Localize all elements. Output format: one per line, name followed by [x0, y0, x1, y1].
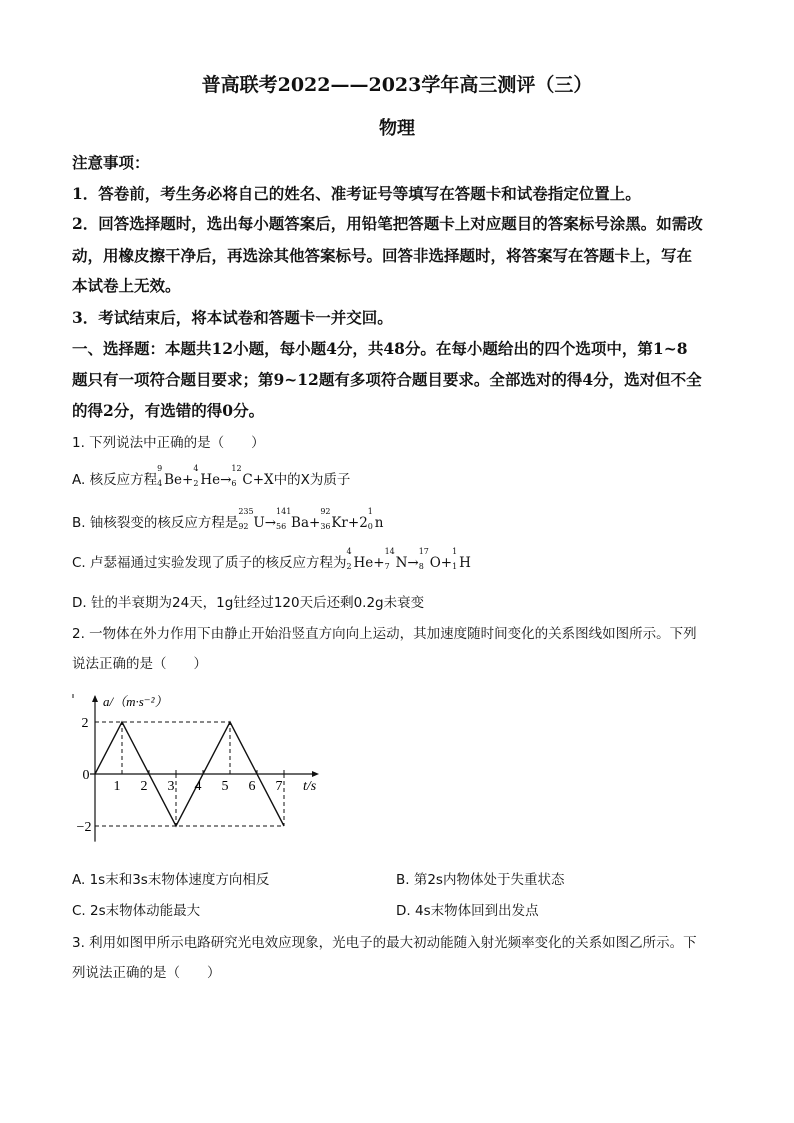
question-1-option-a: A. 核反应方程 9 4 Be+ 4 2 He→ 12 6 C+X中的X为质子: [72, 464, 351, 488]
x-tick-label: 7: [275, 779, 283, 794]
x-tick-label: 3: [167, 779, 175, 794]
y-tick-label: 2: [81, 716, 89, 731]
notice-item: 2．回答选择题时，选出每小题答案后，用铅笔把答题卡上对应题目的答案标号涂黑。如需改: [72, 214, 703, 233]
origin-label: 0: [82, 768, 90, 783]
section-instruction: 的得2分，有选错的得0分。: [72, 401, 265, 420]
page-title: 普高联考2022——2023学年高三测评（三）: [201, 74, 593, 96]
nuclide-u: 235 92 U: [238, 507, 265, 531]
subject-title: 物理: [379, 118, 415, 139]
question-2-option-b: B. 第2s内物体处于失重状态: [396, 872, 565, 888]
notice-item: 3．考试结束后，将本试卷和答题卡一并交回。: [72, 308, 393, 327]
nuclide-nitrogen: 14 7 N: [384, 547, 408, 571]
x-tick-label: 1: [113, 779, 121, 794]
nuclide-h: 1 1 H: [452, 547, 471, 571]
question-1-stem: 1. 下列说法中正确的是（ ）: [72, 435, 265, 451]
nuclide-ba: 141 56 Ba: [276, 507, 310, 531]
question-2-option-a: A. 1s末和3s末物体速度方向相反: [72, 872, 270, 888]
nuclide-be: 9 4 Be: [157, 464, 183, 488]
y-axis-arrow: [92, 695, 98, 702]
chart-labels: [77, 694, 317, 835]
notice-item: 动，用橡皮擦干净后，再选涂其他答案标号。回答非选择题时，将答案写在答题卡上，写在: [72, 246, 693, 265]
x-tick-label: 6: [248, 779, 256, 794]
nuclide-c: 12 6 C: [231, 464, 253, 488]
nuclide-he: 4 2 He: [346, 547, 374, 571]
nuclide-kr: 92 36 Kr: [320, 507, 348, 531]
question-2-option-c: C. 2s末物体动能最大: [72, 903, 201, 919]
question-3-stem: 3. 利用如图甲所示电路研究光电效应现象，光电子的最大初动能随入射光频率变化的关系如图乙所示。下: [72, 935, 697, 951]
notice-heading: 注意事项：: [72, 153, 150, 172]
question-2-stem: 说法正确的是（ ）: [72, 656, 207, 672]
question-1-option-d: D. 钍的半衰期为24天，1g钍经过120天后还剩0.2g未衰变: [72, 595, 425, 611]
section-instruction: 一、选择题：本题共12小题，每小题4分，共48分。在每小题给出的四个选项中，第1~8: [72, 339, 688, 358]
x-axis-label: t/s: [303, 779, 317, 794]
notice-item: 1．答卷前，考生务必将自己的姓名、准考证号等填写在答题卡和试卷指定位置上。: [72, 184, 641, 203]
x-tick-label: 5: [221, 779, 229, 794]
x-tick-label: 4: [194, 779, 202, 794]
y-tick-label: −2: [76, 820, 92, 835]
nuclide-o: 17 8 O: [418, 547, 441, 571]
question-1-option-b: B. 铀核裂变的核反应方程是 235 92 U→ 141 56 Ba+ 92 36 Kr+2 1 0 n: [72, 507, 384, 531]
acceleration-time-graph: [60, 680, 340, 850]
question-1-option-c: C. 卢瑟福通过实验发现了质子的核反应方程为 4 2 He+ 14 7 N→ 17 8 O+ 1 1 H: [72, 547, 471, 571]
nuclide-n: 1 0 n: [367, 507, 384, 531]
chart-axes: [73, 694, 319, 842]
x-tick-label: 2: [140, 779, 148, 794]
section-instruction: 题只有一项符合题目要求；第9~12题有多项符合题目要求。全部选对的得4分，选对但不全: [72, 370, 702, 389]
nuclide-he: 4 2 He: [193, 464, 221, 488]
x-axis-arrow: [312, 771, 319, 777]
notice-item: 本试卷上无效。: [72, 276, 181, 295]
question-3-stem: 列说法正确的是（ ）: [72, 965, 221, 981]
question-2-stem: 2. 一物体在外力作用下由静止开始沿竖直方向向上运动，其加速度随时间变化的关系图线如图所示。下列: [72, 626, 697, 642]
question-2-option-d: D. 4s末物体回到出发点: [396, 903, 539, 919]
y-axis-label: a/（m·s⁻²）: [103, 694, 168, 709]
